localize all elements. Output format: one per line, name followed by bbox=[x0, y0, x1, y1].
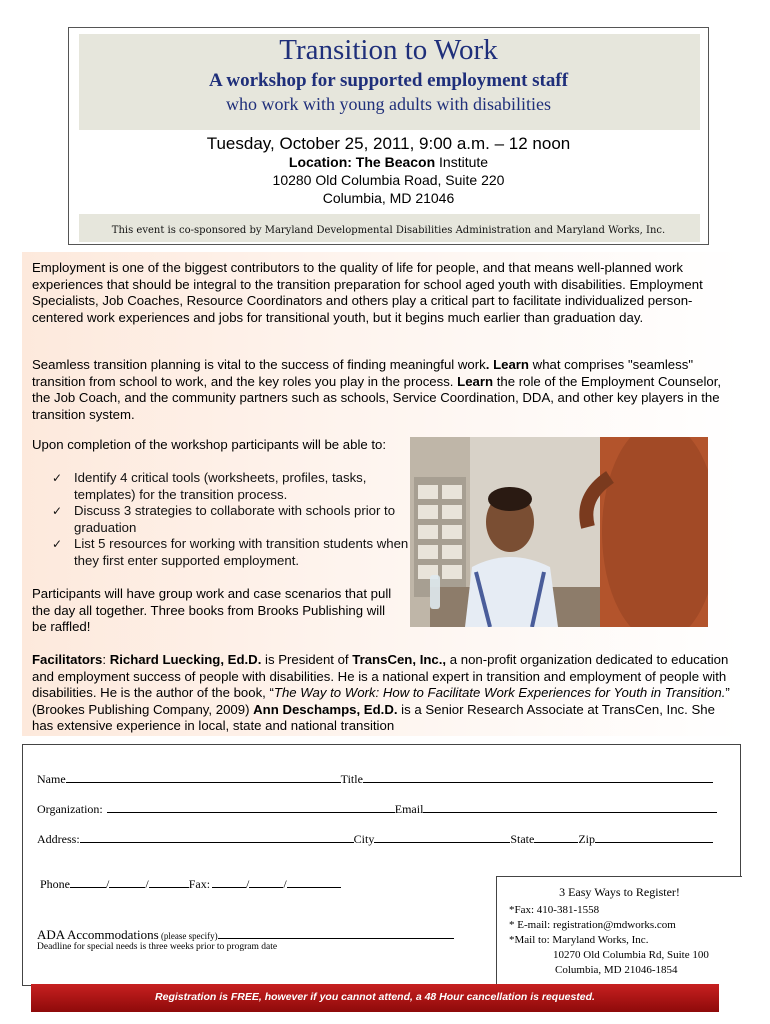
org-email-row bbox=[37, 802, 717, 817]
zip-field[interactable] bbox=[595, 832, 713, 843]
seamless-paragraph bbox=[32, 357, 732, 423]
fax-area-field[interactable] bbox=[212, 877, 246, 888]
state-label: State bbox=[510, 832, 535, 846]
registration-form bbox=[22, 744, 741, 986]
objective-text: Discuss 3 strategies to collaborate with schools prior to graduation bbox=[74, 503, 396, 535]
name-title-row bbox=[37, 772, 713, 787]
register-box bbox=[496, 876, 742, 986]
fax-prefix-field[interactable] bbox=[249, 877, 283, 888]
objective-text: List 5 resources for working with transition students when they first enter supported employment. bbox=[74, 536, 409, 568]
book-title: The Way to Work: How to Facilitate Work Experiences for Youth in Transition. bbox=[273, 685, 726, 700]
fax-line-field[interactable] bbox=[287, 877, 341, 888]
description-panel bbox=[22, 252, 742, 736]
ada-note: (please specify) bbox=[158, 931, 218, 941]
slash: / bbox=[145, 877, 149, 891]
city-label: City bbox=[353, 832, 375, 846]
location-value: Institute bbox=[435, 154, 489, 170]
photo-illustration bbox=[410, 437, 708, 627]
slash: / bbox=[283, 877, 287, 891]
ada-row bbox=[37, 927, 454, 943]
p5-colon: : bbox=[102, 652, 110, 667]
subtitle: A workshop for supported employment staff bbox=[208, 70, 569, 91]
org-name: TransCen, Inc., bbox=[352, 652, 447, 667]
list-item bbox=[52, 536, 412, 569]
fax-label: Fax: bbox=[188, 877, 211, 891]
address-line-1: 10280 Old Columbia Road, Suite 220 bbox=[272, 172, 505, 188]
location-label: Location: The Beacon bbox=[288, 154, 436, 170]
slash: / bbox=[106, 877, 110, 891]
facilitators-label: Facilitators bbox=[32, 652, 103, 667]
register-email[interactable]: * E-mail: registration@mdworks.com bbox=[509, 919, 676, 931]
name-label: Name bbox=[37, 772, 66, 786]
deadline-note: Deadline for special needs is three weeks prior to program date bbox=[37, 942, 278, 952]
page-title: Transition to Work bbox=[279, 34, 498, 66]
phone-line-field[interactable] bbox=[149, 877, 189, 888]
event-date: Tuesday, October 25, 2011, 9:00 a.m. – 12 noon bbox=[206, 134, 571, 153]
p2-text-a: Seamless transition planning is vital to the success of finding meaningful work bbox=[32, 357, 486, 372]
address-label: Address: bbox=[37, 832, 80, 846]
phone-area-field[interactable] bbox=[70, 877, 106, 888]
register-title: 3 Easy Ways to Register! bbox=[559, 885, 680, 899]
footer-text: Registration is FREE, however if you cannot attend, a 48 Hour cancellation is requested. bbox=[155, 991, 595, 1003]
email-field[interactable] bbox=[423, 802, 717, 813]
checkmark-icon: ✓ bbox=[52, 504, 63, 518]
p2-text-e: the role of the Employment Counselor, the Job Coach, and the community partners such as schools, Service Coordination, DDA, and other key players in the transition system. bbox=[32, 373, 722, 422]
phone-prefix-field[interactable] bbox=[109, 877, 145, 888]
p5-text-j: is a Senior Research Associate at TransCen, Inc. She has extensive experience in local, state and national transition bbox=[32, 701, 715, 733]
organization-label: Organization: bbox=[37, 802, 103, 816]
p2-learn-1: . Learn bbox=[485, 357, 529, 372]
register-mail-street: 10270 Old Columbia Rd, Suite 100 bbox=[553, 949, 709, 961]
subtitle-audience: who work with young adults with disabilities bbox=[226, 94, 551, 114]
facilitators-paragraph bbox=[32, 652, 732, 735]
facilitator-1-name: Richard Luecking, Ed.D. bbox=[109, 652, 262, 667]
p5-text-h: ” (Brookes Publishing Company, 2009) bbox=[32, 685, 730, 717]
objectives-list bbox=[52, 470, 412, 569]
zip-label: Zip bbox=[578, 832, 596, 846]
objectives-intro: Upon completion of the workshop participants will be able to: bbox=[32, 437, 387, 452]
name-field[interactable] bbox=[66, 772, 341, 783]
register-mail: *Mail to: Maryland Works, Inc. bbox=[509, 934, 649, 946]
intro-paragraph: Employment is one of the biggest contributors to the quality of life for people, and that means well-planned work experiences that should be integral to the transition preparation for school aged youth with disabilities. Employment Specialists, Job Coaches, Resource Coordinators and others play a critical part to facilitate individualized person-centered work experiences and jobs for transitional youth, but it begins much earlier than graduation day. bbox=[32, 260, 703, 325]
address-row bbox=[37, 832, 713, 847]
checkmark-icon: ✓ bbox=[52, 537, 63, 551]
p5-text-d: is President of bbox=[261, 652, 353, 667]
objective-text: Identify 4 critical tools (worksheets, profiles, tasks, templates) for the transition process. bbox=[74, 470, 367, 502]
facilitator-2-name: Ann Deschamps, Ed.D. bbox=[253, 701, 398, 717]
list-item bbox=[52, 470, 412, 503]
event-location bbox=[69, 154, 708, 170]
address-line-2: Columbia, MD 21046 bbox=[322, 190, 455, 206]
phone-fax-row bbox=[40, 877, 341, 892]
phone-label: Phone bbox=[40, 877, 70, 891]
cosponsor-text: This event is co-sponsored by Maryland Developmental Disabilities Administration and Maryland Works, Inc. bbox=[111, 225, 666, 236]
organization-field[interactable] bbox=[107, 802, 395, 813]
ada-label: ADA Accommodations bbox=[37, 927, 159, 942]
checkmark-icon: ✓ bbox=[52, 471, 63, 485]
p2-text-c: what comprises "seamless" transition from school to work, and the key roles you play in the process. bbox=[32, 357, 694, 389]
slash: / bbox=[246, 877, 250, 891]
workshop-photo bbox=[410, 437, 708, 627]
email-label: Email bbox=[394, 802, 424, 816]
p5-text-f: a non-profit organization dedicated to education and employment success of people with disabilities. He is a national expert in transition and employment of people with disabilities. He is the author of the book, “ bbox=[32, 652, 729, 700]
register-fax: *Fax: 410-381-1558 bbox=[509, 904, 600, 916]
address-field[interactable] bbox=[80, 832, 354, 843]
city-field[interactable] bbox=[374, 832, 510, 843]
list-item bbox=[52, 503, 412, 536]
state-field[interactable] bbox=[534, 832, 578, 843]
ada-field[interactable] bbox=[218, 928, 454, 939]
title-label: Title bbox=[340, 772, 363, 786]
title-field[interactable] bbox=[363, 772, 713, 783]
p2-learn-2: Learn bbox=[457, 373, 494, 389]
footer-banner bbox=[31, 984, 719, 1012]
register-mail-city: Columbia, MD 21046-1854 bbox=[555, 964, 678, 976]
group-work-paragraph: Participants will have group work and case scenarios that pull the day all together. Three books from Brooks Publishing will be raffled! bbox=[32, 586, 392, 634]
workshop-header bbox=[68, 27, 709, 245]
